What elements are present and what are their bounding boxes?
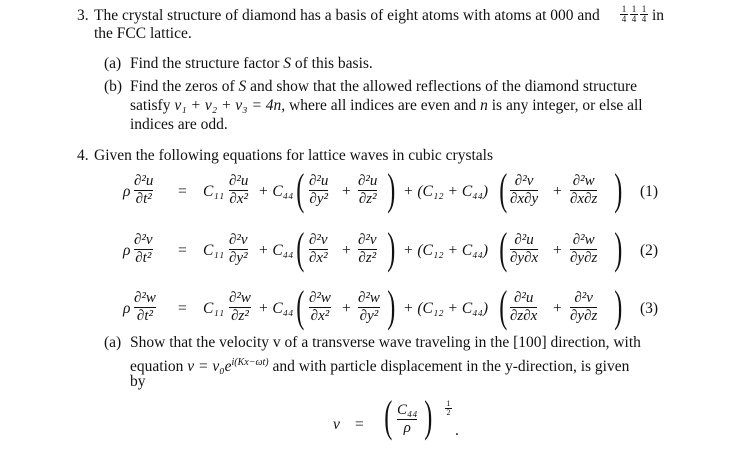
term-3: ∂²u ∂z² <box>358 173 378 207</box>
problem4-number: 4. <box>77 147 89 164</box>
term-3: ∂²v ∂z² <box>358 232 377 266</box>
term-4: ∂²u ∂z∂x <box>510 290 538 324</box>
velocity-period: . <box>455 422 459 439</box>
term-4: ∂²u ∂y∂x <box>510 232 539 266</box>
equation-tag: (2) <box>640 242 659 259</box>
equals-sign: = <box>178 300 187 317</box>
term-1: ∂²u ∂x² <box>229 173 249 207</box>
term-2: ∂²v ∂x² <box>309 232 328 266</box>
mixed-coefficient: + (C₁₂ + C₄₄) <box>403 300 489 317</box>
c44-term: + C₄₄ <box>258 242 294 259</box>
plus-sign-2: + <box>553 300 562 317</box>
problem4-a-label: (a) <box>104 334 122 351</box>
problem3-b-line3: indices are odd. <box>130 116 228 133</box>
paren-right-2: ) <box>614 282 623 331</box>
paren-right: ) <box>387 165 396 214</box>
problem3-b-line2: satisfy v₁ + v₂ + v₃ = 4n, where all indices are even and n is any integer, or else all <box>130 97 643 114</box>
paren-right: ) <box>387 224 396 273</box>
plus-sign: + <box>342 183 351 200</box>
basis-fraction-2: 1 4 <box>631 4 637 24</box>
equation-tag: (3) <box>640 300 659 317</box>
problem3-line1: The crystal structure of diamond has a basis of eight atoms with atoms at 000 and <box>94 7 600 24</box>
term-1: ∂²v ∂y² <box>229 232 248 266</box>
c11-coefficient: C₁₁ <box>203 300 225 317</box>
term-5: ∂²w ∂y∂z <box>570 232 598 266</box>
problem3-line2: the FCC lattice. <box>94 25 192 42</box>
problem4-a-line2: equation $v = v_0e^{i(Kx-\omega t)}$ and with particle displacement in the y-direction, is given <box>130 357 630 376</box>
velocity-equals: = <box>355 416 364 433</box>
problem3-line1-end: in <box>652 7 665 24</box>
plus-sign: + <box>342 300 351 317</box>
problem4-a-line3: by <box>130 373 146 390</box>
term-4: ∂²v ∂x∂y <box>510 173 539 207</box>
basis-fraction-1: 1 4 <box>621 4 627 24</box>
basis-fraction-3: 1 4 <box>641 4 647 24</box>
problem3-number: 3. <box>77 7 89 24</box>
problem4-intro: Given the following equations for lattice waves in cubic crystals <box>94 147 494 164</box>
velocity-paren-left: ( <box>384 392 393 441</box>
problem3-b-line1: Find the zeros of S and show that the allowed reflections of the diamond structure <box>130 78 638 95</box>
paren-right-2: ) <box>614 165 623 214</box>
velocity-lhs: v <box>333 416 340 433</box>
mixed-coefficient: + (C₁₂ + C₄₄) <box>403 183 489 200</box>
rho-symbol: ρ <box>123 242 131 259</box>
paren-right-2: ) <box>614 224 623 273</box>
equals-sign: = <box>178 183 187 200</box>
term-1: ∂²w ∂z² <box>229 290 251 324</box>
term-2: ∂²w ∂x² <box>309 290 331 324</box>
term-5: ∂²v ∂y∂z <box>570 290 598 324</box>
rho-symbol: ρ <box>123 300 131 317</box>
c11-coefficient: C₁₁ <box>203 183 225 200</box>
term-3: ∂²w ∂y² <box>358 290 380 324</box>
problem3-b-label: (b) <box>104 78 123 95</box>
paren-left-2: ( <box>499 165 508 214</box>
problem4-a-line1: Show that the velocity v of a transverse wave traveling in the [100] direction, with <box>130 334 641 351</box>
velocity-exponent: 1 2 <box>446 399 451 417</box>
lhs-derivative: ∂²w ∂t² <box>134 290 156 324</box>
c11-coefficient: C₁₁ <box>203 242 225 259</box>
problem3-a-text: Find the structure factor S of this basis. <box>130 55 373 72</box>
c44-term: + C₄₄ <box>258 183 294 200</box>
equation-tag: (1) <box>640 183 659 200</box>
plus-sign-2: + <box>553 242 562 259</box>
velocity-fraction: C₄₄ ρ <box>397 402 418 436</box>
problem3-a-label: (a) <box>104 55 122 72</box>
c44-term: + C₄₄ <box>258 300 294 317</box>
paren-right: ) <box>387 282 396 331</box>
plus-sign: + <box>342 242 351 259</box>
paren-left: ( <box>296 224 305 273</box>
paren-left: ( <box>296 165 305 214</box>
paren-left-2: ( <box>499 224 508 273</box>
lhs-derivative: ∂²v ∂t² <box>134 232 153 266</box>
mixed-coefficient: + (C₁₂ + C₄₄) <box>403 242 489 259</box>
rho-symbol: ρ <box>123 183 131 200</box>
term-2: ∂²u ∂y² <box>309 173 329 207</box>
plus-sign-2: + <box>553 183 562 200</box>
equals-sign: = <box>178 242 187 259</box>
velocity-paren-right: ) <box>424 392 433 441</box>
paren-left-2: ( <box>499 282 508 331</box>
paren-left: ( <box>296 282 305 331</box>
lhs-derivative: ∂²u ∂t² <box>134 173 154 207</box>
term-5: ∂²w ∂x∂z <box>570 173 598 207</box>
